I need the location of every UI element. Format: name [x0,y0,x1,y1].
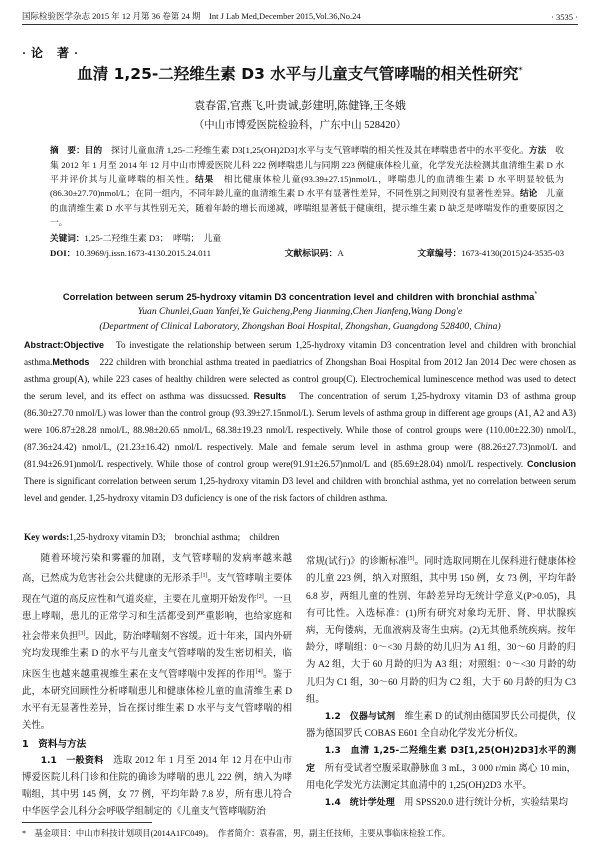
section-1-4: 1.4 统计学处理 用 SPSS20.0 进行统计分析，实验结果均 [324,797,568,808]
footnote: * 基金项目：中山市科技计划项目(2014A1FC049)。 作者简介：袁春雷，男，副主任技师，主要从事临床检验工作。 [22,829,451,838]
english-authors: Yuan Chunlei,Guan Yanfei,Ye Guicheng,Peng Jianming,Chen Jianfeng,Wang Dong'e [137,306,463,317]
section-1-2: 1.2 仪器与试剂 维生素 D 的试剂由德国罗氏公司提供，仪器为德国罗氏 COBAS E601 全自动化学发光分析仪。 [306,711,576,740]
keywords-cn: 关键词：1,25-二羟维生素 D3； 哮喘； 儿童 [50,233,222,244]
article-title: 血清 1,25-二羟维生素 D3 水平与儿童支气管哮喘的相关性研究* [77,65,523,83]
abstract-cn: 摘 要：目的 探讨儿童血清 1,25-二羟维生素 D3[1,25(OH)2D3]水平与支气管哮喘的相关性及其在哮喘患者中的水平变化。方法 收集 2012 年 1 月至 2014 年 12 月中山市博爱医院儿科 222 例哮喘患儿与同期 223 例健康体检儿童，化学发光法检测其血清维生素 D 水平并评价其与儿童哮喘的相关性。结果 相比健康体检儿童(93.39±27.15)nmol/L，哮喘患儿的血清维生素 D 水平明显较低为(86.30±27.70)nmol/L；在同一组内，不同年龄儿童的血清维生素 D 水平有显著性差异，不同性别之间则没有显著性差异。结论 儿童的血清维生素 D 水平与其性别无关，随着年龄的增长而递减，哮喘组显著低于健康组，提示维生素 D 缺乏是哮喘发作的重要原因之一。 [50,145,564,227]
running-header [22,8,578,25]
english-affiliation: (Department of Clinical Laboratory, Zhongshan Boai Hospital, Zhongshan, Guangdong 528400, China) [99,321,501,332]
heading-materials-methods: 1 资料与方法 [22,738,87,750]
abstract-en: Abstract:Objective To investigate the relationship between serum 1,25-hydroxy vitamin D3 concentration level and children with bronchial asthma.Methods 222 children with bronchial asthma treated in paediatrics of Zhongshan Boai Hospital from 2012 Jan 2014 Dec were chosen as asthma group(A), while 223 cases of healthy children were selected as control group(C). Electrochemical luminescence method was used to detect the serum level, and its effect on asthma was dissucssed. Results The concentration of serum 1,25-hydroxy vitamin D3 of asthma group (86.30±27.70 nmol/L) was lower than the control group (93.39±27.15nmol/L). Serum levels of asthma group in different age groups (A1, A2 and A3) were 106.87±28.28 nmol/L, 88.98±20.65 nmol/L, 68.38±19.23 nmol/L respectively. While those of control groups were (110.00±22.30) nmol/L, (87.36±24.42) nmol/L, (21.23±16.42) nmol/L respectively. Male and female serum level in asthma group were (88.26±27.73)nmol/L and (81.94±26.91)nmol/L respectively. While those of control group were(91.91±26.57)nmol/L and (85.69±28.04) nmol/L respectively. Conclusion There is significant correlation between serum 1,25-hydroxy vitamin D3 level and children with bronchial asthma, yet no correlation between serum level and gender. 1,25-hydroxy vitamin D3 duficiency is one of the risk factors of children asthma. [24,340,577,503]
body-column-right [306,551,576,812]
page-number: · 3535 · [551,12,578,22]
authors: 袁春雷,官燕飞,叶贵诚,彭建明,陈健锋,王冬娥 [194,100,406,112]
section-1-1-continued: 常规(试行)》的诊断标准[5]。同时选取同期在儿保科进行健康体检的儿童 223 例，纳入对照组，其中男 150 例，女 73 例，平均年龄 6.8 岁，两组儿童的性别、年龄差异均无统计学意义(P>0.05)，具有可比性。入选标准：(1)所有研究对象均无肝、肾、甲状腺疾病，无佝偻病，无血液病及寄生虫病。(2)无其他系统疾病。按年龄分，哮喘组：0～<30 月龄的幼儿归为 A1 组，30～60 月龄的归为 A2 组，大于 60 月龄的归为 A3 组；对照组：0～<30 月龄的幼儿归为 C1 组，30～60 月龄的归为 C2 组，大于 60 月龄的归为 C3 组。 [306,556,576,705]
keywords-en: Key words:1,25-hydroxy vitamin D3; bronchial asthma; children [24,532,280,542]
journal-header: 国际检验医学杂志 2015 年 12 月第 36 卷第 24 期 Int J Lab Med,December 2015,Vol.36,No.24 [22,11,361,21]
section-label: · 论 著 · [22,46,80,60]
body-column-left [22,551,292,822]
intro-paragraph: 随着环境污染和雾霾的加剧，支气管哮喘的发病率越来越高，已然成为危害社会公共健康的无形杀手[1]。支气管哮喘主要体现在气道的高反应性和气道炎症，主要在儿童期开始发作[2]。一旦患上哮喘，患儿的正常学习和生活都受到严重影响，也给家庭和社会带来负担[3]。因此，防治哮喘刻不容缓。近十年来，国内外研究均发现维生素 D 的水平与儿童支气管哮喘的发生密切相关，临床医生也越来越重视维生素在支气管哮喘中发挥的作用[4]。鉴于此，本研究回顾性分析哮喘患儿和健康体检儿童的血清维生素 D 水平有无显著性差异，旨在探讨维生素 D 水平与支气管哮喘的相关性。 [22,554,292,732]
section-1-3: 1.3 血清 1,25-二羟维生素 D3[1,25(OH)2D3]水平的测定 所有受试者空腹采取静脉血 3 mL，3 000 r/min 离心 10 min，用电化学发光方法测定其血清中的 1,25(OH)2D3 水平。 [306,746,576,791]
english-title: Correlation between serum 25-hydroxy vitamin D3 concentration level and children with bronchial asthma* [62,291,538,303]
footnote-rule [22,822,152,823]
affiliation: （中山市博爱医院检验科，广东中山 528420） [193,120,407,131]
doi-line: DOI：10.3969/j.issn.1673-4130.2015.24.011 文献标识码：A 文章编号：1673-4130(2015)24-3535-03 [50,248,564,258]
section-1-1: 1.1 一般资料 选取 2012 年 1 月至 2014 年 12 月在中山市博爱医院儿科门诊和住院的确诊为哮喘的患儿 222 例，纳入为哮喘组，其中男 145 例，女 77 例，平均年龄 7.8 岁，所有患儿符合中华医学会儿科分会呼吸学组制定的《儿童支气管哮喘防治 [22,755,292,818]
